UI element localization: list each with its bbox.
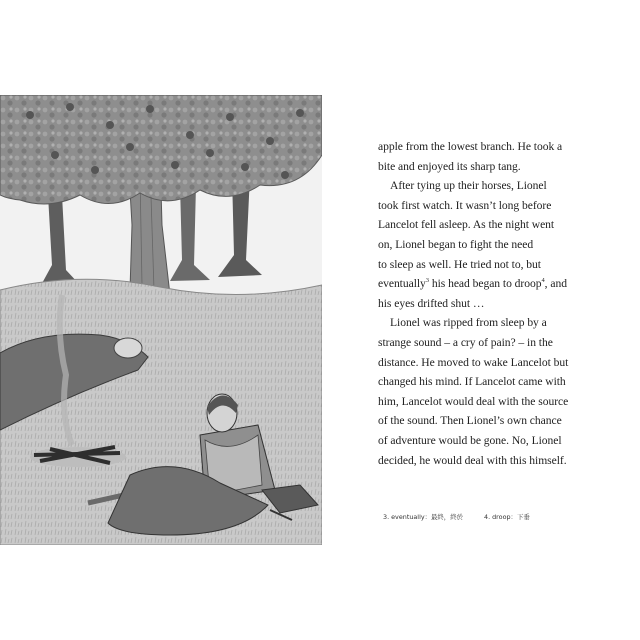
- text-line: changed his mind. If Lancelot came with: [378, 375, 566, 389]
- text-line: on, Lionel began to fight the need: [378, 237, 534, 251]
- text-line: of the sound. Then Lionel’s own chance: [378, 414, 562, 428]
- text-line: decided, he would deal with this himself.: [378, 453, 567, 467]
- footnote-ref-3: 3: [425, 277, 429, 285]
- text-line: Lionel was ripped from sleep by a: [390, 316, 547, 330]
- text-fragment: his head began to droop: [429, 277, 542, 291]
- story-illustration: [0, 95, 322, 545]
- footnotes: [383, 512, 623, 526]
- text-line: him, Lancelot would deal with the source: [378, 394, 569, 408]
- paragraph-1: [378, 137, 618, 176]
- sleeping-knight-head: [114, 338, 142, 358]
- text-line: his eyes drifted shut …: [378, 296, 485, 310]
- text-fragment: , and: [544, 277, 567, 291]
- story-text: [378, 137, 618, 470]
- text-line: apple from the lowest branch. He took a: [378, 140, 563, 153]
- text-line: to sleep as well. He tried not to, but: [378, 257, 541, 271]
- text-line: After tying up their horses, Lionel: [390, 179, 547, 193]
- text-line: strange sound – a cry of pain? – in the: [378, 335, 553, 349]
- footnote-3: 3. eventually：最終，終於: [383, 513, 463, 521]
- text-line: Lancelot fell asleep. As the night went: [378, 218, 555, 232]
- paragraph-3: [378, 313, 618, 470]
- footnote-4: 4. droop：下垂: [484, 513, 530, 521]
- word-eventually: eventually: [378, 277, 426, 291]
- text-line: bite and enjoyed its sharp tang.: [378, 159, 521, 173]
- paragraph-2: [378, 176, 618, 313]
- text-line: took first watch. It wasn’t long before: [378, 198, 552, 212]
- text-line-with-footnotes: [378, 274, 618, 294]
- campfire: [30, 447, 126, 467]
- text-line: distance. He moved to wake Lancelot but: [378, 355, 569, 369]
- text-line: of adventure would be gone. No, Lionel: [378, 433, 562, 447]
- footnote-ref-4: 4: [541, 277, 545, 285]
